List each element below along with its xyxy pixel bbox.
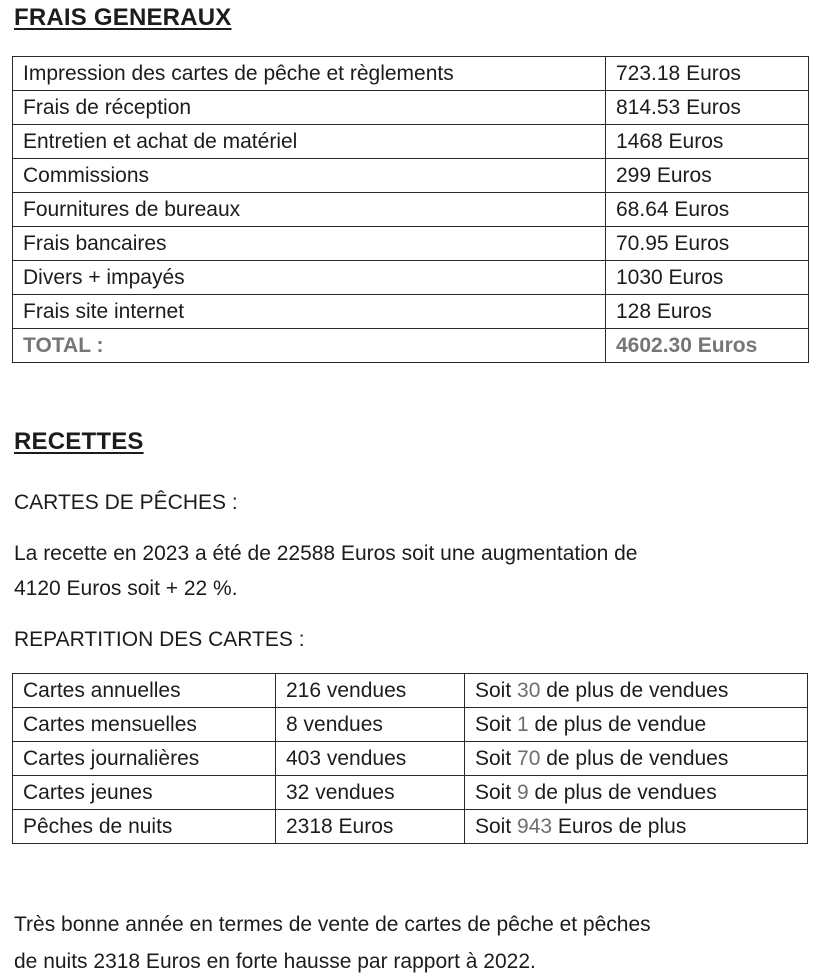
expense-label: Entretien et achat de matériel bbox=[13, 125, 606, 159]
expense-amount: 723.18 Euros bbox=[606, 57, 809, 91]
table-row bbox=[13, 57, 809, 91]
card-sold: 2318 Euros bbox=[276, 810, 465, 844]
comparison-prefix: Soit bbox=[475, 815, 518, 838]
table-row bbox=[13, 125, 809, 159]
total-label: TOTAL : bbox=[13, 329, 606, 363]
table-row bbox=[13, 91, 809, 125]
comparison-suffix: de plus de vendues bbox=[528, 781, 717, 804]
table-row bbox=[13, 810, 808, 844]
card-comparison bbox=[465, 674, 808, 708]
expense-label: Commissions bbox=[13, 159, 606, 193]
recette-line-2: 4120 Euros soit + 22 %. bbox=[14, 577, 238, 600]
expense-label: Frais site internet bbox=[13, 295, 606, 329]
expense-label: Impression des cartes de pêche et règlements bbox=[13, 57, 606, 91]
expense-amount: 70.95 Euros bbox=[606, 227, 809, 261]
card-type: Pêches de nuits bbox=[13, 810, 276, 844]
comparison-value: 30 bbox=[517, 679, 541, 702]
expense-label: Frais de réception bbox=[13, 91, 606, 125]
expense-amount: 68.64 Euros bbox=[606, 193, 809, 227]
comparison-prefix: Soit bbox=[475, 679, 518, 702]
card-sold: 8 vendues bbox=[276, 708, 465, 742]
recette-line-1: La recette en 2023 a été de 22588 Euros soit une augmentation de bbox=[14, 542, 638, 565]
comparison-suffix: de plus de vendue bbox=[528, 713, 707, 736]
table-row bbox=[13, 742, 808, 776]
expense-amount: 1468 Euros bbox=[606, 125, 809, 159]
card-sold: 32 vendues bbox=[276, 776, 465, 810]
comparison-suffix: de plus de vendues bbox=[540, 679, 729, 702]
card-comparison bbox=[465, 776, 808, 810]
expense-amount: 814.53 Euros bbox=[606, 91, 809, 125]
repartition-label: REPARTITION DES CARTES : bbox=[14, 628, 305, 651]
comparison-value: 1 bbox=[517, 713, 529, 736]
comparison-value: 70 bbox=[517, 747, 541, 770]
frais-generaux-heading: FRAIS GENERAUX bbox=[14, 4, 232, 31]
card-comparison bbox=[465, 742, 808, 776]
table-row bbox=[13, 193, 809, 227]
card-type: Cartes journalières bbox=[13, 742, 276, 776]
card-sold: 403 vendues bbox=[276, 742, 465, 776]
table-row bbox=[13, 227, 809, 261]
table-row bbox=[13, 159, 809, 193]
frais-generaux-table bbox=[12, 56, 809, 363]
expense-label: Divers + impayés bbox=[13, 261, 606, 295]
table-row bbox=[13, 708, 808, 742]
comparison-prefix: Soit bbox=[475, 747, 518, 770]
comparison-suffix: Euros de plus bbox=[552, 815, 687, 838]
expense-amount: 128 Euros bbox=[606, 295, 809, 329]
card-type: Cartes annuelles bbox=[13, 674, 276, 708]
card-type: Cartes jeunes bbox=[13, 776, 276, 810]
conclusion-line-2: de nuits 2318 Euros en forte hausse par rapport à 2022. bbox=[14, 950, 536, 973]
card-sold: 216 vendues bbox=[276, 674, 465, 708]
expense-amount: 1030 Euros bbox=[606, 261, 809, 295]
comparison-value: 943 bbox=[517, 815, 553, 838]
repartition-table bbox=[12, 673, 808, 844]
recettes-heading: RECETTES bbox=[14, 428, 144, 455]
card-type: Cartes mensuelles bbox=[13, 708, 276, 742]
table-row bbox=[13, 674, 808, 708]
table-row bbox=[13, 261, 809, 295]
comparison-prefix: Soit bbox=[475, 713, 518, 736]
conclusion-line-1: Très bonne année en termes de vente de cartes de pêche et pêches bbox=[14, 913, 651, 936]
comparison-value: 9 bbox=[517, 781, 529, 804]
card-comparison bbox=[465, 708, 808, 742]
total-amount: 4602.30 Euros bbox=[606, 329, 809, 363]
recette-paragraph bbox=[14, 536, 814, 606]
conclusion-paragraph bbox=[14, 906, 814, 980]
comparison-suffix: de plus de vendues bbox=[540, 747, 729, 770]
expense-label: Frais bancaires bbox=[13, 227, 606, 261]
comparison-prefix: Soit bbox=[475, 781, 518, 804]
cartes-de-peches-label: CARTES DE PÊCHES : bbox=[14, 491, 238, 514]
expense-label: Fournitures de bureaux bbox=[13, 193, 606, 227]
table-row bbox=[13, 295, 809, 329]
total-row bbox=[13, 329, 809, 363]
table-row bbox=[13, 776, 808, 810]
card-comparison bbox=[465, 810, 808, 844]
expense-amount: 299 Euros bbox=[606, 159, 809, 193]
